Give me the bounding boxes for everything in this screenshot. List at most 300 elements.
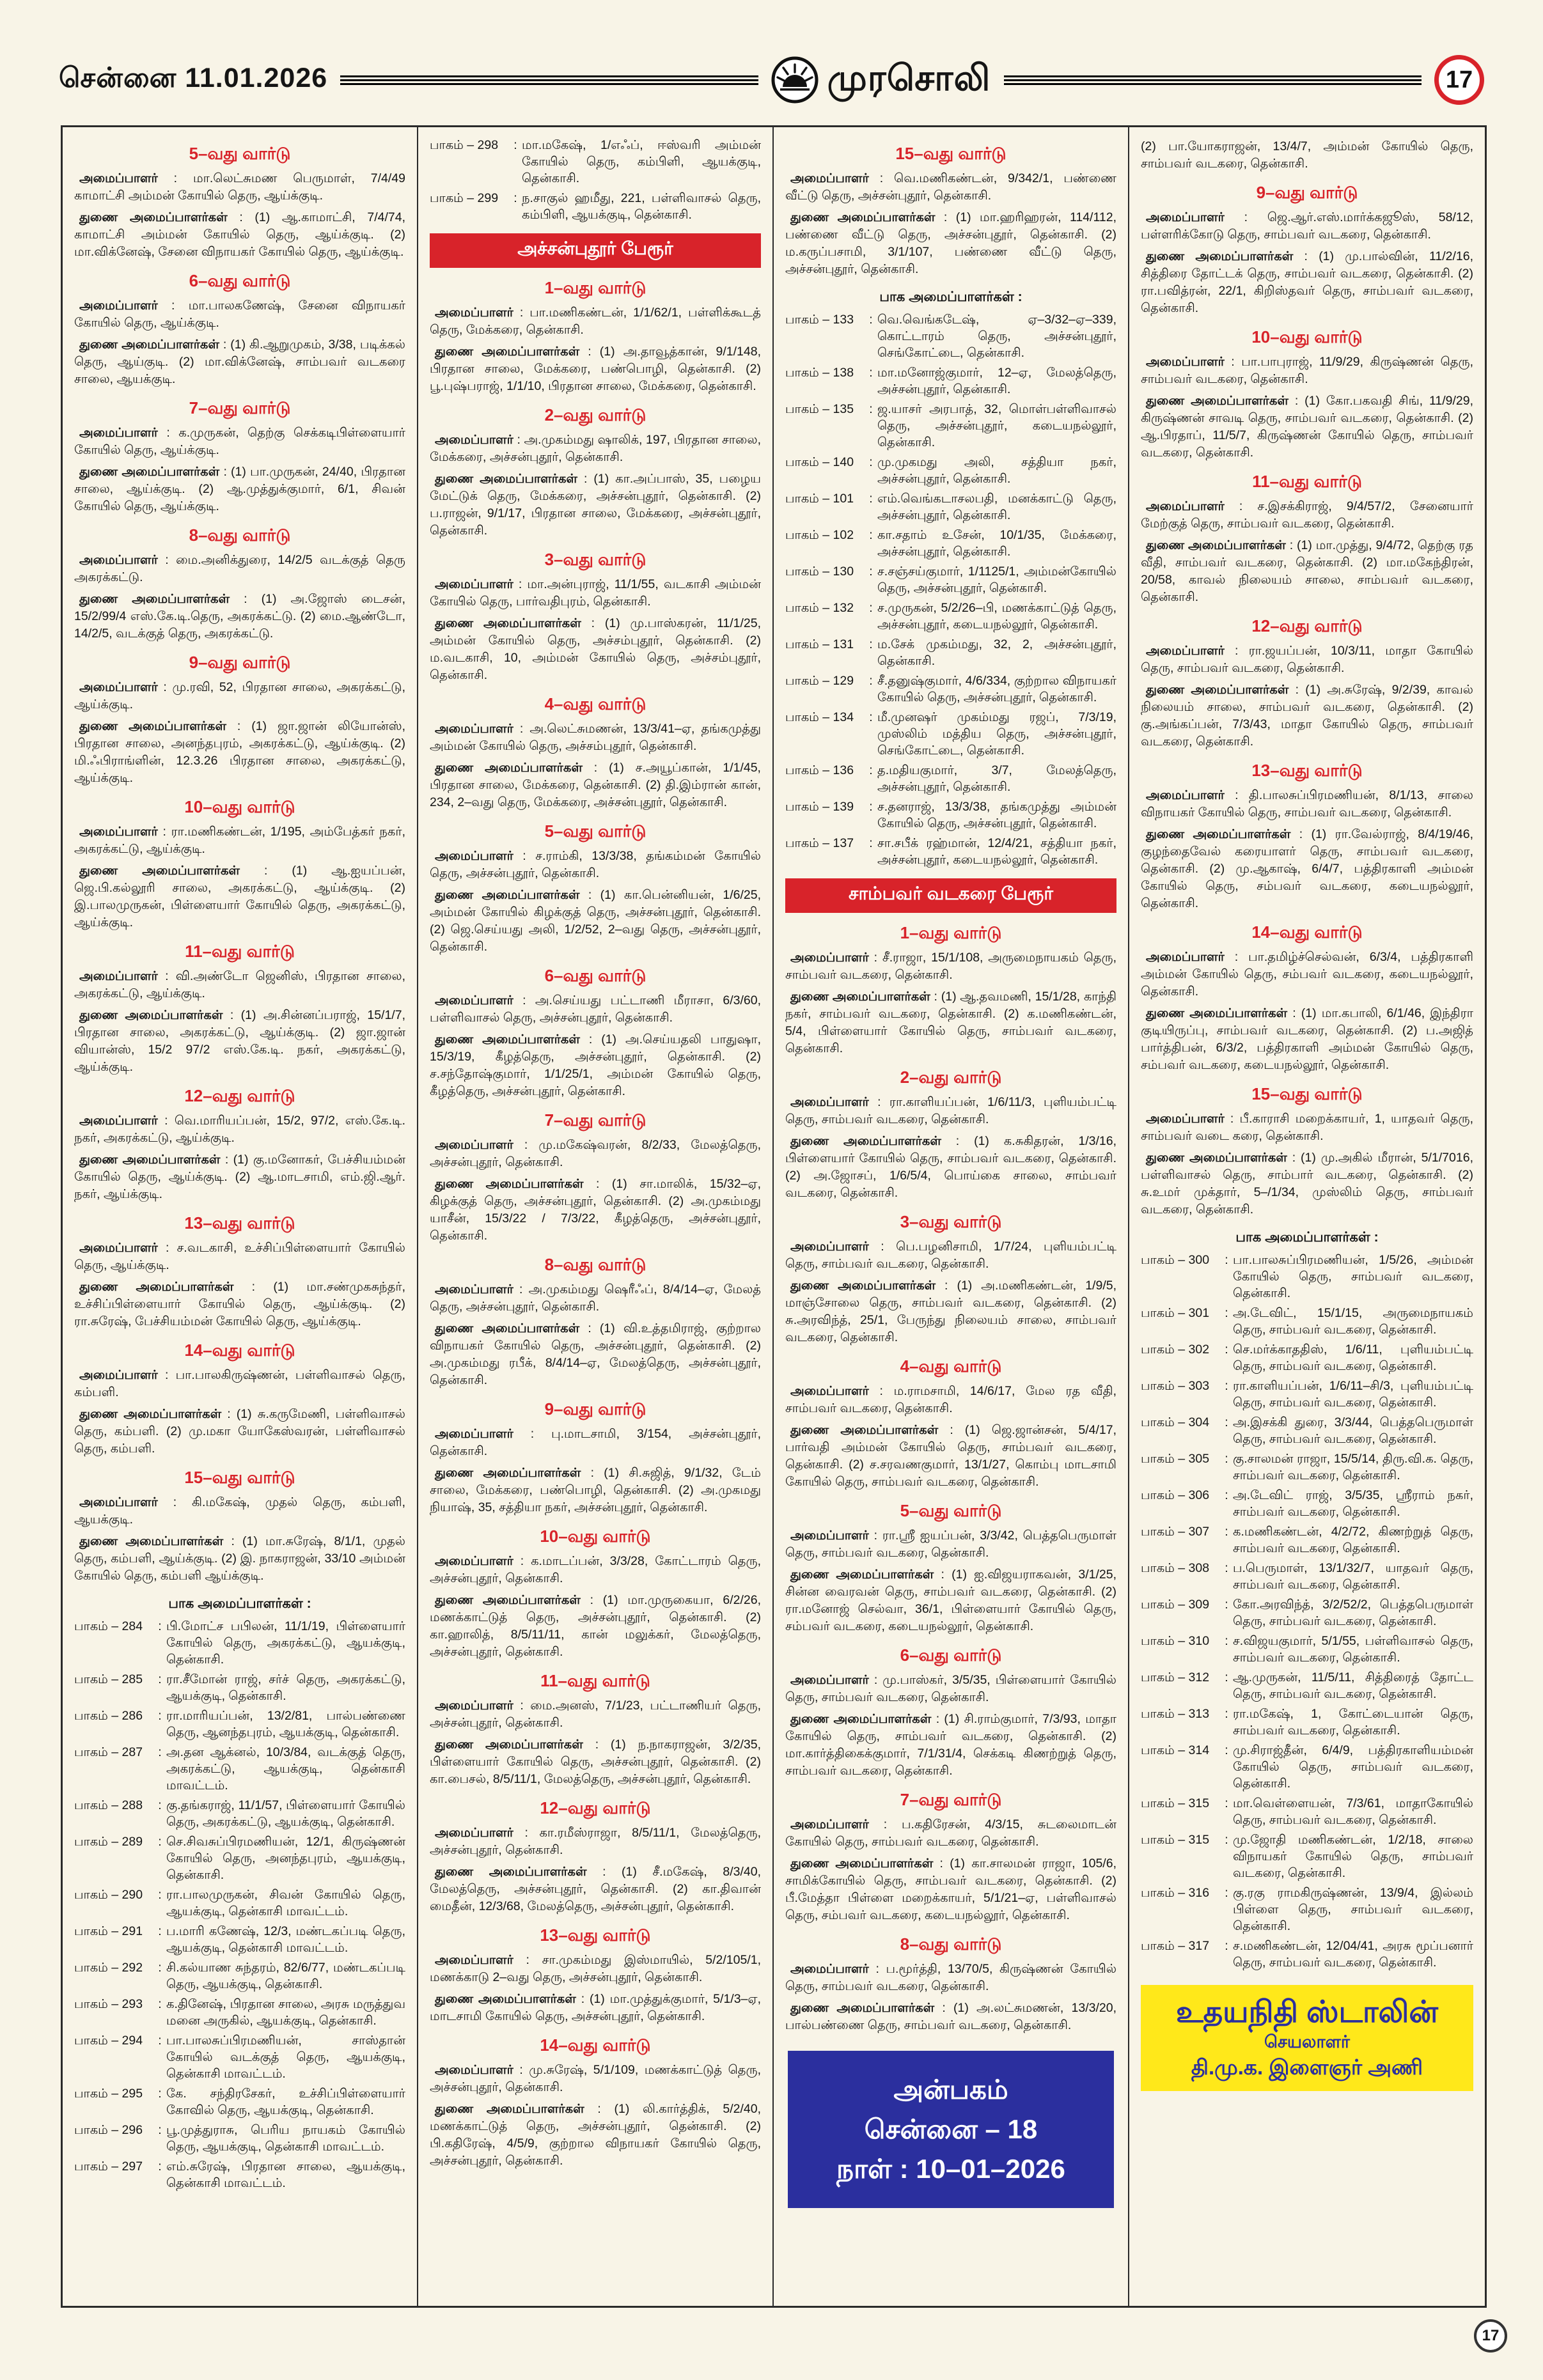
ward-block <box>785 1645 1116 1780</box>
office-bearer-text: அமைப்பாளர் : மு.சுரேஷ், 5/1/109, மணக்காட்டுத் தெரு, அச்சன்புதூர், தென்காசி. <box>430 2063 761 2094</box>
office-bearer-text: அமைப்பாளர் : ரா.மணிகண்டன், 1/195, அம்பேத்கர் நகர், அகரக்கட்டு, ஆய்க்குடி. <box>74 825 405 856</box>
ward-block <box>74 1468 405 1585</box>
role-label: துணை அமைப்பாளர்கள் <box>1146 1151 1287 1165</box>
ward-block <box>430 2035 761 2170</box>
baga-colon: : <box>869 836 873 850</box>
office-bearer-text: அமைப்பாளர் : வெ.மணிகண்டன், 9/342/1, பண்ணை வீட்டு தெரு, அச்சன்புதூர், தென்காசி. <box>785 171 1116 203</box>
column-4 <box>1129 127 1485 2306</box>
office-bearer-text: துணை அமைப்பாளர்கள் : (1) மா.முருகையா, 6/2/26, மணக்காட்டுத் தெரு, அச்சன்புதூர், தென்காசி. (2) கா.ஹாலித், 8/5/11/11, கான் மலுக்கர், மேலத்தெரு, அச்சன்புதூர், தென்காசி. <box>430 1593 761 1659</box>
baga-number: பாகம் – 298 <box>430 138 499 152</box>
ward-block <box>1141 327 1473 462</box>
role-label: அமைப்பாளர் <box>435 577 513 591</box>
role-label: துணை அமைப்பாளர்கள் <box>435 1992 576 2006</box>
baga-number: பாகம் – 310 <box>1141 1634 1210 1648</box>
role-label: அமைப்பாளர் <box>435 1554 513 1568</box>
role-label: துணை அமைப்பாளர்கள் <box>435 1593 581 1607</box>
baga-colon: : <box>513 191 517 205</box>
baga-row <box>785 563 1116 596</box>
ward-listings-area <box>61 125 1487 2308</box>
baga-text: மு.முகமது அலி, சத்தியா நகர், அச்சன்புதூர், தென்காசி. <box>877 455 1116 486</box>
baga-row <box>785 490 1116 524</box>
office-bearer-text: அமைப்பாளர் : ச.வடகாசி, உச்சிப்பிள்ளையார் கோயில் தெரு, ஆய்க்குடி. <box>74 1241 405 1272</box>
office-bearer-text: துணை அமைப்பாளர்கள் : (1) சு.கருமேணி, பள்ளிவாசல் தெரு, கம்பளி. (2) மு.மகா யோகேஸ்வரன், பள்ளிவாசல் தெரு, கம்பளி. <box>74 1407 405 1456</box>
baga-row <box>785 311 1116 361</box>
office-bearer-text: அமைப்பாளர் : மு.ரவி, 52, பிரதான சாலை, அகரக்கட்டு, ஆய்க்குடி. <box>74 680 405 712</box>
office-bearer-text: துணை அமைப்பாளர்கள் : (1) சா.மாலிக், 15/32–ஏ, கிழக்குத் தெரு, அச்சன்புதூர், தென்காசி. (2) அ.முகம்மது யாசீன், 15/3/22 / 7/3/22, கீழத்தெரு, அச்சன்புதூர், தென்காசி. <box>430 1177 761 1243</box>
role-label: அமைப்பாளர் <box>1146 210 1225 224</box>
office-bearer-text: துணை அமைப்பாளர்கள் : (1) மா.முத்துக்குமார், 5/1/3–ஏ, மாடசாமி கோயில் தெரு, அச்சன்புதூர், தென்காசி. <box>430 1992 761 2023</box>
baga-number: பாகம் – 137 <box>785 836 854 850</box>
role-label: அமைப்பாளர் <box>79 1495 158 1509</box>
town-section-heading: அச்சன்புதூர் பேரூர் <box>430 233 761 268</box>
baga-number: பாகம் – 306 <box>1141 1488 1210 1502</box>
role-label: துணை அமைப்பாளர்கள் <box>79 592 230 606</box>
role-label: துணை அமைப்பாளர்கள் <box>790 1567 934 1582</box>
ward-heading: 13–வது வார்டு <box>540 1925 651 1945</box>
baga-text: ரா.மாரியப்பன், 13/2/81, பால்பண்ணை தெரு, ஆனந்தபுரம், ஆயக்குடி, தென்காசி. <box>166 1709 405 1739</box>
office-bearer-text: துணை அமைப்பாளர்கள் : (1) அ.மணிகண்டன், 1/9/5, மாஞ்சோலை தெரு, சாம்பவர் வடகரை, தென்காசி. (2) சு.அரவிந்த், 25/1, பேருந்து நிலையம் சாலை, சாம்பவர் வடகரை, தென்காசி. <box>785 1279 1116 1344</box>
office-bearer-text: துணை அமைப்பாளர்கள் : (1) சீ.மகேஷ், 8/3/40, மேலத்தெரு, அச்சன்புதூர், தென்காசி. (2) கா.திவான் மைதீன், 12/3/68, மேலத்தெரு, அச்சன்புதூர், தென்காசி. <box>430 1865 761 1913</box>
baga-colon: : <box>1225 1743 1228 1757</box>
role-label: அமைப்பாளர் <box>1146 644 1225 658</box>
ward-block <box>430 1110 761 1245</box>
office-bearer-text: துணை அமைப்பாளர்கள் : (1) மா.கபாலி, 6/1/46, இந்திரா குடியிருப்பு, சாம்பவர் வடகரை, தென்காசி. (2) ப.அஜித் பார்த்திபன், 6/3/2, பத்திரகாளி அம்மன் கோயில் தெரு, சம்பவர் வடகரை, கடையநல்லூர், தென்காசி. <box>1141 1006 1473 1072</box>
ward-heading: 2–வது வார்டு <box>544 405 646 424</box>
baga-colon: : <box>869 492 873 506</box>
office-bearer-text: துணை அமைப்பாளர்கள் : (1) சி.சுஜித், 9/1/32, டேம் சாலை, மேக்கரை, பண்பொழி, தென்காசி. (2) அ.முகமது நியாஷ், 35, சத்தியா நகர், அச்சன்புதூர், தென்காசி. <box>430 1466 761 1514</box>
baga-number: பாகம் – 304 <box>1141 1415 1210 1429</box>
baga-text: கு.சாலமன் ராஜா, 15/5/14, திரு.வி.க. தெரு, சாம்பவர் வடகரை, தென்காசி. <box>1233 1452 1473 1482</box>
office-bearer-text: துணை அமைப்பாளர்கள் : (1) அ.சுரேஷ், 9/2/39, காவல் நிலையம் சாலை, சாம்பவர் வடகரை, தென்காசி. (2) கு.அங்கப்பன், 7/3/43, மாதா கோயில் தெரு, சாம்பவர் வடகரை, தென்காசி. <box>1141 683 1473 749</box>
office-bearer-text: அமைப்பாளர் : மா.அன்புராஜ், 11/1/55, வடகாசி அம்மன் கோயில் தெரு, பார்வதிபுரம், தென்காசி. <box>430 577 761 609</box>
baga-text: ச.விஜயகுமார், 5/1/55, பள்ளிவாசல் தெரு, சாம்பவர் வடகரை, தென்காசி. <box>1233 1634 1473 1665</box>
role-label: அமைப்பாளர் <box>79 299 158 313</box>
baga-number: பாகம் – 317 <box>1141 1939 1210 1953</box>
baga-colon: : <box>1225 1670 1228 1684</box>
role-label: அமைப்பாளர் <box>435 993 513 1007</box>
baga-text: ந.சாகுல் ஹமீது, 221, பள்ளிவாசல் தெரு, கம்பிளி, ஆயக்குடி, தென்காசி. <box>522 191 761 222</box>
baga-text: செ.சிவசுப்பிரமணியன், 12/1, கிருஷ்ணன் கோயில் தெரு, அனந்தபுரம், ஆயக்குடி, தென்காசி. <box>166 1835 405 1882</box>
office-bearer-text: அமைப்பாளர் : ப.மூர்த்தி, 13/70/5, கிருஷ்ணன் கோயில் தெரு, சாம்பவர் வடகரை, தென்காசி. <box>785 1962 1116 1993</box>
role-label: துணை அமைப்பாளர்கள் <box>435 1865 587 1879</box>
role-label: அமைப்பாளர் <box>790 1673 869 1687</box>
baga-row <box>785 454 1116 487</box>
baga-colon: : <box>869 402 873 416</box>
role-label: அமைப்பாளர் <box>790 1384 869 1398</box>
ward-heading: 9–வது வார்டு <box>544 1399 646 1419</box>
baga-number: பாகம் – 136 <box>785 763 854 777</box>
office-bearer-text: அமைப்பாளர் : சீ.ராஜா, 15/1/108, அருமைநாயகம் தெரு, சாம்பவர் வடகரை, தென்காசி. <box>785 951 1116 982</box>
baga-number: பாகம் – 291 <box>74 1924 143 1938</box>
role-label: அமைப்பாளர் <box>435 722 513 736</box>
address-box <box>788 2051 1114 2208</box>
office-bearer-text: துணை அமைப்பாளர்கள் : (1) அ.தாவூத்கான், 9/1/148, பிரதான சாலை, மேக்கரை, பண்பொழி, தென்காசி. (2) பூ.புஷ்பராஜ், 1/1/10, பிரதான சாலை, மேக்கரை, தென்காசி. <box>430 345 761 393</box>
office-bearer-text: அமைப்பாளர் : பு.மாடசாமி, 3/154, அச்சன்புதூர், தென்காசி. <box>430 1427 761 1458</box>
baga-number: பாகம் – 135 <box>785 402 854 416</box>
role-label: துணை அமைப்பாளர்கள் <box>79 1153 221 1167</box>
ward-block <box>1141 183 1473 317</box>
ward-heading: 1–வது வார்டு <box>544 278 646 297</box>
office-bearer-text: துணை அமைப்பாளர்கள் : (1) மா.முத்து, 9/4/72, தெற்கு ரத வீதி, சாம்பவர் வடகரை, தென்காசி. (2) மா.மகேந்திரன், 20/58, காவல் நிலையம் சாலை, சாம்பவர் வடகரை, தென்காசி. <box>1141 538 1473 604</box>
baga-number: பாகம் – 295 <box>74 2087 143 2101</box>
office-bearer-text: துணை அமைப்பாளர்கள் : (1) மா.ஹரிஹரன், 114/112, பண்ணை வீட்டு தெரு, அச்சன்புதூர், தென்காசி. (2) ம.கருப்பசாமி, 3/1/107, பண்ணை வீட்டு தெரு, அச்சன்புதூர், தென்காசி. <box>785 210 1116 276</box>
ward-heading: 13–வது வார்டு <box>1251 761 1363 780</box>
baga-colon: : <box>158 2159 162 2174</box>
office-bearer-text: துணை அமைப்பாளர்கள் : (1) ந.நாகராஜன், 3/2/35, பிள்ளையார் கோயில் தெரு, அச்சன்புதூர், தென்காசி. (2) கா.பைசல், 8/5/11/1, மேலத்தெரு, அச்சன்புதூர், தென்காசி. <box>430 1738 761 1786</box>
baga-row <box>74 1618 405 1668</box>
role-label: துணை அமைப்பாளர்கள் <box>790 210 936 224</box>
office-bearer-text: துணை அமைப்பாளர்கள் : (1) ஆ.தவமணி, 15/1/28, காந்தி நகர், சாம்பவர் வடகரை, தென்காசி. (2) க.மணிகண்டன், 5/4, பிள்ளையார் கோயில் தெரு, சாம்பவர் வடகரை, தென்காசி. <box>785 990 1116 1055</box>
ward-heading: 10–வது வார்டு <box>540 1527 651 1546</box>
ward-heading: 5–வது வார்டு <box>900 1501 1002 1520</box>
ward-heading: 5–வது வார்டு <box>544 821 646 841</box>
office-bearer-text: அமைப்பாளர் : தி.பாலசுப்பிரமணியன், 8/1/13, சாலை விநாயகர் கோயில் தெரு, சாம்பவர் வடகரை, தென்காசி. <box>1141 788 1473 820</box>
baga-list-heading: பாக அமைப்பாளர்கள் : <box>1235 1230 1379 1245</box>
office-bearer-text: அமைப்பாளர் : பீ.காராசி மறைக்காயர், 1, யாதவர் தெரு, சாம்பவர் வடை கரை, தென்காசி. <box>1141 1112 1473 1143</box>
role-label: துணை அமைப்பாளர்கள் <box>790 1279 936 1293</box>
ward-block <box>430 1671 761 1788</box>
office-bearer-text: அமைப்பாளர் : ஜெ.ஆர்.எஸ்.மார்க்கஜூஸ், 58/12, பள்ளரிக்கோடு தெரு, சாம்பவர் வடகரை, தென்காசி. <box>1141 210 1473 242</box>
role-label: அமைப்பாளர் <box>79 553 158 567</box>
office-bearer-text: துணை அமைப்பாளர்கள் : (1) கா.பென்னியன், 1/6/25, அம்மன் கோயில் கிழக்குத் தெரு, அச்சன்புதூர், தென்காசி. (2) ஜெ.செய்யது அலி, 1/2/52, 2–வது தெரு, அச்சன்புதூர், தென்காசி. <box>430 888 761 954</box>
office-bearer-text: அமைப்பாளர் : வி.அண்டோ ஜெனிஸ், பிரதான சாலை, அகரக்கட்டு, ஆய்க்குடி. <box>74 969 405 1000</box>
ward-heading: 11–வது வார்டு <box>185 942 295 961</box>
office-bearer-text: அமைப்பாளர் : அ.செய்யது பட்டாணி மீராசா, 6/3/60, பள்ளிவாசல் தெரு, அச்சன்புதூர், தென்காசி. <box>430 993 761 1025</box>
baga-number: பாகம் – 315 <box>1141 1833 1210 1847</box>
ward-heading: 5–வது வார்டு <box>189 144 291 163</box>
office-bearer-text: துணை அமைப்பாளர்கள் : (1) ஆ.காமாட்சி, 7/4/74, காமாட்சி அம்மன் கோயில் தெரு, ஆய்க்குடி. (2) மா.விக்னேஷ், சேனை விநாயகர் கோயில் தெரு, ஆய்க்குடி. <box>74 210 405 259</box>
baga-number: பாகம் – 102 <box>785 528 854 542</box>
role-label: துணை அமைப்பாளர்கள் <box>79 1008 223 1022</box>
baga-colon: : <box>513 138 517 152</box>
office-bearer-text: துணை அமைப்பாளர்கள் : (1) ஆ.ஐயப்பன், ஜெ.பி.கல்லூரி சாலை, அகரக்கட்டு, ஆய்க்குடி. (2) இ.பாலமுருகன், பிள்ளையார் கோயில் தெரு, அகரக்கட்டு, ஆய்க்குடி. <box>74 864 405 929</box>
baga-row <box>1141 1378 1473 1411</box>
ward-heading: 7–வது வார்டு <box>189 398 291 417</box>
baga-text: மு.சிராஜ்தீன், 6/4/9, பத்திரகாளியம்மன் கோயில் தெரு, சாம்பவர் வடகரை, தென்காசி. <box>1233 1743 1473 1791</box>
baga-number: பாகம் – 286 <box>74 1709 143 1723</box>
ward-heading: 10–வது வார்டு <box>184 797 295 816</box>
office-bearer-text: துணை அமைப்பாளர்கள் : (1) அ.சின்னப்பராஜ், 15/1/7, பிரதான சாலை, அகரக்கட்டு, ஆய்க்குடி. (2) ஜா.ஜான் வியான்ஸ், 15/2 97/2 எஸ்.கே.டி. நகர், அகரக்கட்டு, ஆய்க்குடி. <box>74 1008 405 1074</box>
baga-number: பாகம் – 284 <box>74 1619 143 1633</box>
baga-number: பாகம் – 308 <box>1141 1561 1210 1575</box>
signatory-line-3: தி.மு.க. இளைஞர் அணி <box>1191 2055 1423 2079</box>
baga-text: மா.வெள்ளையன், 7/3/61, மாதாகோயில் தெரு, சாம்பவர் வடகரை, தென்காசி. <box>1233 1796 1473 1827</box>
baga-row <box>74 2158 405 2191</box>
baga-row <box>1141 1885 1473 1934</box>
baga-colon: : <box>158 1672 162 1686</box>
role-label: அமைப்பாளர் <box>790 1095 869 1109</box>
office-bearer-text: அமைப்பாளர் : ப.கதிரேசன், 4/3/15, சுடலைமாடன் கோயில் தெரு, சாம்பவர் வடகரை, தென்காசி. <box>785 1817 1116 1849</box>
masthead-date: சென்னை 11.01.2026 <box>59 63 328 93</box>
baga-colon: : <box>158 1997 162 2011</box>
baga-row <box>74 1744 405 1794</box>
baga-number: பாகம் – 287 <box>74 1745 143 1759</box>
office-bearer-text: அமைப்பாளர் : ரா.ஸ்ரீ ஐயப்பன், 3/3/42, பெத்தபெருமாள் தெரு, சாம்பவர் வடகரை, தென்காசி. <box>785 1528 1116 1560</box>
baga-number: பாகம் – 129 <box>785 674 854 688</box>
baga-text: ம.சேக் முகம்மது, 32, 2, அச்சன்புதூர், தென்காசி. <box>877 637 1116 668</box>
role-label: அமைப்பாளர் <box>435 433 513 447</box>
ward-heading: 7–வது வார்டு <box>544 1110 646 1130</box>
baga-number: பாகம் – 130 <box>785 564 854 579</box>
baga-number: பாகம் – 314 <box>1141 1743 1210 1757</box>
office-bearer-text: துணை அமைப்பாளர்கள் : (1) கி.ஆறுமுகம், 3/38, படிக்கல் தெரு, ஆய்குடி. (2) மா.விக்னேஷ், சாம்பவர் வடகரை சாலை, ஆயக்குடி. <box>74 338 405 386</box>
ward-block <box>74 942 405 1076</box>
column-2 <box>418 127 774 2306</box>
role-label: துணை அமைப்பாளர்கள் <box>79 1407 222 1421</box>
address-line-2: சென்னை – 18 <box>864 2114 1038 2144</box>
office-bearer-text: அமைப்பாளர் : பா.பாபுராஜ், 11/9/29, கிருஷ்ணன் தெரு, சாம்பவர் வடகரை, தென்காசி. <box>1141 355 1473 386</box>
baga-number: பாகம் – 101 <box>785 492 854 506</box>
role-label: துணை அமைப்பாளர்கள் <box>790 1134 941 1148</box>
baga-number: பாகம் – 131 <box>785 637 854 651</box>
address-line-3: நாள் : 10–01–2026 <box>836 2154 1065 2184</box>
office-bearer-text: துணை அமைப்பாளர்கள் : (1) கா.அப்பாஸ், 35, பழைய மேட்டுக் தெரு, மேக்கரை, அச்சன்புதூர், தென்காசி. (2) ப.ராஜன், 9/1/17, பிரதான சாலை, மேக்கரை, அச்சன்புதூர், தென்காசி. <box>430 472 761 538</box>
role-label: துணை அமைப்பாளர்கள் <box>1146 1006 1288 1020</box>
baga-text: அ.டேவிட் ராஜ், 3/5/35, ஸ்ரீராம் நகர், சாம்பவர் வடகரை, தென்காசி. <box>1233 1488 1473 1519</box>
ward-heading: 12–வது வார்டு <box>1251 616 1363 635</box>
baga-colon: : <box>1225 1939 1228 1953</box>
baga-row <box>430 190 761 223</box>
ward-block <box>1141 922 1473 1074</box>
office-bearer-text: துணை அமைப்பாளர்கள் : (1) ரா.வேல்ராஜ், 8/4/19/46, குழந்தைவேல் கரையாளர் தெரு, சாம்பவர் வடகரை, தென்காசி. (2) மு.ஆகாஷ், 6/4/7, பத்திரகாளி அம்மன் கோயில் தெரு, சம்பவர் வடகரை, கடையநல்லூர், தென்காசி. <box>1141 827 1473 910</box>
ward-block <box>74 797 405 931</box>
role-label: துணை அமைப்பாளர்கள் <box>1146 538 1286 552</box>
masthead <box>59 52 1484 107</box>
ward-block <box>785 1934 1116 2034</box>
office-bearer-text: அமைப்பாளர் : மை.அனஸ், 7/1/23, பட்டாணியர் தெரு, அச்சன்புதூர், தென்காசி. <box>430 1699 761 1730</box>
baga-text: பா.பாலசுப்பிரமணியன், 1/5/26, அம்மன் கோயில் தெரு, சாம்பவர் வடகரை, தென்காசி. <box>1233 1253 1473 1300</box>
baga-text: சீ.தனுஷ்குமார், 4/6/334, குற்றால விநாயகர் கோயில் தெரு, அச்சன்புதூர், தென்காசி. <box>877 674 1116 704</box>
role-label: அமைப்பாளர் <box>79 171 158 185</box>
ward-block <box>74 271 405 388</box>
ward-block <box>74 653 405 787</box>
role-label: அமைப்பாளர் <box>790 1962 869 1976</box>
office-bearer-text: அமைப்பாளர் : மை.அனிக்துரை, 14/2/5 வடக்குத் தெரு அகரக்கட்டு. <box>74 553 405 584</box>
baga-colon: : <box>869 710 873 724</box>
baga-row <box>1141 1596 1473 1629</box>
baga-text: மீ.முனஷர் முகம்மது ரஜப், 7/3/19, முஸ்லிம் மத்திய தெரு, அச்சன்புதூர், செங்கோட்டை, தென்காசி. <box>877 710 1116 758</box>
baga-number: பாகம் – 307 <box>1141 1525 1210 1539</box>
ward-block <box>785 923 1116 1057</box>
baga-colon: : <box>869 313 873 327</box>
baga-row <box>74 2032 405 2082</box>
office-bearer-text: துணை அமைப்பாளர்கள் : (1) ஜெ.ஜான்சன், 5/4/17, பார்வதி அம்மன் கோயில் தெரு, சாம்பவர் வடகரை, தென்காசி. (2) ச.சரவணகுமார், 13/1/27, கொம்பு மாடசாமி கோயில் தெரு, சாம்பவர் வடகரை, தென்காசி. <box>785 1423 1116 1489</box>
baga-row <box>1141 1669 1473 1702</box>
ward-block <box>785 1068 1116 1202</box>
office-bearer-text: துணை அமைப்பாளர்கள் : (1) மா.சண்முகசுந்தர், உச்சிப்பிள்ளையார் கோயில் தெரு, ஆய்க்குடி. (2) ரா.சுரேஷ், பேச்சியம்மன் கோயில் தெரு, ஆய்க்குடி. <box>74 1280 405 1328</box>
baga-text: மா.மகேஷ், 1/எஃப், ஈஸ்வரி அம்மன் கோயில் தெரு, கம்பிளி, ஆயக்குடி, தென்காசி. <box>522 138 761 185</box>
baga-text: ப.மாரி கணேஷ், 12/3, மண்டகப்படி தெரு, ஆயக்குடி, தென்காசி மாவட்டம். <box>166 1924 405 1955</box>
role-label: அமைப்பாளர் <box>435 1826 513 1840</box>
baga-number: பாகம் – 134 <box>785 710 854 724</box>
role-label: துணை அமைப்பாளர்கள் <box>435 761 583 775</box>
baga-text: எம்.வெங்கடாசலபதி, மனக்காட்டு தெரு, அச்சன்புதூர், தென்காசி. <box>877 492 1116 522</box>
baga-text: செ.மர்க்காததிஸ், 1/6/11, புளியம்பட்டி தெரு, சாம்பவர் வடகரை, தென்காசி. <box>1233 1342 1473 1373</box>
baga-text: கு.ரகு ராமகிருஷ்ணன், 13/9/4, இல்லம் பிள்ளை தெரு, சாம்பவர் வடகரை, தென்காசி. <box>1233 1886 1473 1933</box>
office-bearer-text: துணை அமைப்பாளர்கள் : (1) ஜா.ஜான் லியோன்ஸ், பிரதான சாலை, அனந்தபுரம், அகரக்கட்டு, ஆய்க்குடி. (2) மி.ஃபிராங்ளின், 12.3.26 பிரதான சாலை, அகரக்கட்டு, ஆய்க்குடி. <box>74 719 405 785</box>
role-label: அமைப்பாளர் <box>435 1699 513 1713</box>
ward-block <box>430 821 761 956</box>
baga-colon: : <box>158 2034 162 2048</box>
ward-heading: 6–வது வார்டு <box>189 271 291 290</box>
baga-colon: : <box>1225 1253 1228 1267</box>
role-label: துணை அமைப்பாளர்கள் <box>79 1280 234 1294</box>
role-label: துணை அமைப்பாளர்கள் <box>435 1032 580 1046</box>
role-label: அமைப்பாளர் <box>790 951 869 965</box>
baga-text: அ.தன ஆக்னல், 10/3/84, வடக்குத் தெரு, அகரக்கட்டு, ஆயக்குடி, தென்காசி மாவட்டம். <box>166 1745 405 1793</box>
baga-text: ஆ.முருகன், 11/5/11, சித்திரைத் தோட்ட தெரு, சாம்பவர் வடகரை, தென்காசி. <box>1233 1670 1473 1701</box>
ward-heading: 15–வது வார்டு <box>895 144 1006 163</box>
role-label: துணை அமைப்பாளர்கள் <box>79 210 228 224</box>
baga-text: கு.தங்கராஜ், 11/1/57, பிள்ளையார் கோயில் தெரு, அகரக்கட்டு, ஆயக்குடி, தென்காசி. <box>166 1798 405 1829</box>
baga-colon: : <box>158 1709 162 1723</box>
baga-list-heading: பாக அமைப்பாளர்கள் : <box>879 290 1022 304</box>
office-bearer-text: துணை அமைப்பாளர்கள் : (1) ச.அயூப்கான், 1/1/45, பிரதான சாலை, மேக்கரை, தென்காசி. (2) தி.இம்ரான் கான், 234, 2–வது தெரு, மேக்கரை, அச்சன்புதூர், தென்காசி. <box>430 761 761 809</box>
ward-block <box>430 1255 761 1389</box>
role-label: துணை அமைப்பாளர்கள் <box>790 1856 934 1871</box>
baga-row <box>74 1886 405 1920</box>
ward-block <box>1141 1084 1473 1218</box>
baga-row <box>1141 1706 1473 1739</box>
role-label: அமைப்பாளர் <box>435 1953 513 1967</box>
baga-colon: : <box>869 674 873 688</box>
role-label: துணை அமைப்பாளர்கள் <box>79 864 240 878</box>
baga-colon: : <box>869 366 873 380</box>
role-label: அமைப்பாளர் <box>435 306 513 320</box>
office-bearer-text: துணை அமைப்பாளர்கள் : (1) மு.பால்வின், 11/2/16, சித்திரை தோட்டக் தெரு, சாம்பவர் வடகரை, தென்காசி. (2) ரா.பவித்ரன், 22/1, கிறிஸ்தவர் தெரு, சாம்பவர் வடகரை, தென்காசி. <box>1141 249 1473 315</box>
murasoli-rising-sun-icon <box>771 56 818 104</box>
signatory-box <box>1141 1985 1473 2091</box>
ward-heading: 3–வது வார்டு <box>544 550 646 569</box>
office-bearer-text: அமைப்பாளர் : அ.முகம்மது ஷெரீஃப், 8/4/14–ஏ, மேலத் தெரு, அச்சன்புதூர், தென்காசி. <box>430 1282 761 1314</box>
baga-number: பாகம் – 132 <box>785 601 854 615</box>
office-bearer-text: அமைப்பாளர் : அ.முகம்மது ஷாலிக், 197, பிரதான சாலை, மேக்கரை, அச்சன்புதூர், தென்காசி. <box>430 433 761 464</box>
ward-heading: 4–வது வார்டு <box>900 1357 1002 1376</box>
role-label: அமைப்பாளர் <box>79 1368 158 1382</box>
office-bearer-text: அமைப்பாளர் : மு.மகேஷ்வரன், 8/2/33, மேலத்தெரு, அச்சன்புதூர், தென்காசி. <box>430 1138 761 1169</box>
office-bearer-text: துணை அமைப்பாளர்கள் : (1) அ.செய்யதலி பாதுஷா, 15/3/19, கீழத்தெரு, அச்சன்புதூர், தென்காசி. (2) ச.சந்தோஷ்குமார், 1/1/25/1, அம்மன் கோயில் தெரு, கீழத்தெரு, அச்சன்புதூர், தென்காசி. <box>430 1032 761 1098</box>
baga-text: சி.கல்யாண சுந்தரம், 82/6/77, மண்டகப்படி தெரு, ஆயக்குடி, தென்காசி. <box>166 1961 405 1991</box>
role-label: துணை அமைப்பாளர்கள் <box>79 1534 224 1548</box>
role-label: துணை அமைப்பாளர்கள் <box>790 2001 935 2015</box>
baga-number: பாகம் – 288 <box>74 1798 143 1812</box>
ward-block <box>430 550 761 684</box>
baga-text: க.தினேஷ், பிரதான சாலை, அரசு மருத்துவ மனை அருகில், ஆயக்குடி, தென்காசி. <box>166 1997 405 2028</box>
baga-colon: : <box>1225 1634 1228 1648</box>
baga-text: ப.பெருமாள், 13/1/32/7, யாதவர் தெரு, சாம்பவர் வடகரை, தென்காசி. <box>1233 1561 1473 1592</box>
baga-colon: : <box>1225 1525 1228 1539</box>
ward-block <box>430 966 761 1100</box>
role-label: துணை அமைப்பாளர்கள் <box>790 1712 932 1726</box>
town-section-heading: சாம்பவர் வடகரை பேரூர் <box>785 878 1116 913</box>
role-label: துணை அமைப்பாளர்கள் <box>435 345 580 359</box>
baga-colon: : <box>1225 1561 1228 1575</box>
baga-text: ரா.சீமோன் ராஜ், சர்ச் தெரு, அகரக்கட்டு, ஆயக்குடி, தென்காசி. <box>166 1672 405 1703</box>
baga-colon: : <box>1225 1452 1228 1466</box>
paper-logo-group <box>771 56 991 104</box>
baga-row <box>1141 1938 1473 1971</box>
baga-number: பாகம் – 290 <box>74 1888 143 1902</box>
baga-colon: : <box>158 1745 162 1759</box>
ward-block <box>430 1399 761 1516</box>
page-number-badge: 17 <box>1434 55 1484 105</box>
ward-heading: 11–வது வார்டு <box>1252 472 1362 491</box>
baga-text: க.மணிகண்டன், 4/2/72, கிணற்றுத் தெரு, சாம்பவர் வடகரை, தென்காசி. <box>1233 1525 1473 1555</box>
baga-text: ரா.மகேஷ், 1, கோட்டையான் தெரு, சாம்பவர் வடகரை, தென்காசி. <box>1233 1707 1473 1738</box>
baga-colon: : <box>1225 1488 1228 1502</box>
role-label: அமைப்பாளர் <box>1146 499 1225 513</box>
baga-row <box>785 600 1116 633</box>
office-bearer-text: அமைப்பாளர் : க.மாடப்பன், 3/3/28, கோட்டாரம் தெரு, அச்சன்புதூர், தென்காசி. <box>430 1554 761 1585</box>
ward-heading: 14–வது வார்டு <box>540 2035 651 2055</box>
baga-row <box>74 1996 405 2029</box>
baga-row <box>1141 1633 1473 1666</box>
ward-block <box>1141 761 1473 912</box>
ward-heading: 12–வது வார்டு <box>184 1086 295 1105</box>
role-label: துணை அமைப்பாளர்கள் <box>79 719 226 733</box>
office-bearer-text: அமைப்பாளர் : மா.பாலகணேஷ், சேனை விநாயகர் கோயில் தெரு, ஆய்க்குடி. <box>74 299 405 330</box>
office-bearer-text: அமைப்பாளர் : மா.லெட்சுமண பெருமாள், 7/4/49 காமாட்சி அம்மன் கோயில் தெரு, ஆய்க்குடி. <box>74 171 405 203</box>
baga-colon: : <box>158 1888 162 1902</box>
ward-block <box>430 1798 761 1915</box>
baga-row <box>1141 1451 1473 1484</box>
baga-row <box>74 1671 405 1704</box>
office-bearer-text: துணை அமைப்பாளர்கள் : (1) மு.அகில் மீரான், 5/1/7016, பள்ளிவாசல் தெரு, சாம்பார் வடகரை, தென்காசி. (2) சு.உமர் முக்தார், 5–/1/34, முஸ்லிம் தெரு, சாம்பவர் வடகரை, தென்காசி. <box>1141 1151 1473 1217</box>
column-3 <box>774 127 1129 2306</box>
role-label: அமைப்பாளர் <box>435 1138 513 1152</box>
baga-number: பாகம் – 138 <box>785 366 854 380</box>
baga-number: பாகம் – 309 <box>1141 1598 1210 1612</box>
baga-number: பாகம் – 294 <box>74 2034 143 2048</box>
office-bearer-text: அமைப்பாளர் : ச.இசக்கிராஜ், 9/4/57/2, சேனையார் மேற்குத் தெரு, சாம்பவர் வடகரை, தென்காசி. <box>1141 499 1473 531</box>
ward-heading: 8–வது வார்டு <box>189 525 291 545</box>
role-label: அமைப்பாளர் <box>1146 1112 1225 1126</box>
ward-block <box>74 1086 405 1203</box>
baga-text: பூ.முத்துராசு, பெரிய நாயகம் கோயில் தெரு, ஆயக்குடி, தென்காசி மாவட்டம். <box>166 2123 405 2154</box>
baga-number: பாகம் – 285 <box>74 1672 143 1686</box>
baga-row <box>74 1707 405 1741</box>
baga-colon: : <box>1225 1886 1228 1900</box>
ward-block <box>430 278 761 395</box>
baga-number: பாகம் – 133 <box>785 313 854 327</box>
baga-text: கோ.அரவிந்த், 3/2/52/2, பெத்தபெருமாள் தெரு, சாம்பவர் வடகரை, தென்காசி. <box>1233 1598 1473 1628</box>
baga-number: பாகம் – 297 <box>74 2159 143 2174</box>
ward-heading: 4–வது வார்டு <box>544 694 646 713</box>
office-bearer-text: துணை அமைப்பாளர்கள் : (1) கோ.பகவதி சிங், 11/9/29, கிருஷ்ணன் சாவடி தெரு, சாம்பவர் வடகரை, தென்காசி. (2) ஆ.பிரதாப், 11/5/7, கிருஷ்ணன் கோயில் தெரு, சாம்பவர் வடகரை, தென்காசி. <box>1141 394 1473 460</box>
baga-colon: : <box>158 1619 162 1633</box>
office-bearer-text: துணை அமைப்பாளர்கள் : (1) க.சுகிதரன், 1/3/16, பிள்ளையார் கோயில் தெரு, சாம்பவர் வடகரை, தென்காசி. (2) அ.ஜோசப், 1/6/5/4, பொய்கை சாலை, சாம்பவர் வடகரை, தென்காசி. <box>785 1134 1116 1200</box>
baga-text: மு.ஜோதி மணிகண்டன், 1/2/18, சாலை விநாயகர் கோயில் தெரு, சாம்பவர் வடகரை, தென்காசி. <box>1233 1833 1473 1880</box>
role-label: துணை அமைப்பாளர்கள் <box>435 616 581 630</box>
baga-row <box>1141 1487 1473 1520</box>
office-bearer-text: துணை அமைப்பாளர்கள் : (1) அ.லட்சுமணன், 13/3/20, பால்பண்ணை தெரு, சாம்பவர் வடகரை, தென்காசி. <box>785 2001 1116 2032</box>
office-bearer-text: அமைப்பாளர் : மு.பாஸ்கர், 3/5/35, பிள்ளையார் கோயில் தெரு, சாம்பவர் வடகரை, தென்காசி. <box>785 1673 1116 1704</box>
baga-row <box>74 2085 405 2119</box>
baga-text: அ.டேவிட், 15/1/15, அருமைநாயகம் தெரு, சாம்பவர் வடகரை, தென்காசி. <box>1233 1306 1473 1337</box>
role-label: துணை அமைப்பாளர்கள் <box>79 338 219 352</box>
ward-heading: 12–வது வார்டு <box>540 1798 651 1817</box>
role-label: அமைப்பாளர் <box>435 2063 513 2077</box>
baga-row <box>1141 1341 1473 1374</box>
office-bearer-text: அமைப்பாளர் : ம.ராமசாமி, 14/6/17, மேல ரத வீதி, சாம்பவர் வடகரை, தென்காசி. <box>785 1384 1116 1415</box>
baga-number: பாகம் – 305 <box>1141 1452 1210 1466</box>
office-bearer-text: அமைப்பாளர் : ரா.ஜயப்பன், 10/3/11, மாதா கோயில் தெரு, சாம்பவர் வடகரை, தென்காசி. <box>1141 644 1473 675</box>
baga-text: த.மதியகுமார், 3/7, மேலத்தெரு, அச்சன்புதூர், தென்காசி. <box>877 763 1116 794</box>
role-label: துணை அமைப்பாளர்கள் <box>435 1177 584 1191</box>
baga-text: பி.மோட்ச பபிலன், 11/1/19, பிள்ளையார் கோயில் தெரு, அகரக்கட்டு, ஆயக்குடி, தென்காசி. <box>166 1619 405 1667</box>
office-bearer-text: துணை அமைப்பாளர்கள் : (1) ஐ.விஜயராகவன், 3/1/25, சின்ன வைரவன் தெரு, சாம்பவர் வடகரை, தென்காசி. (2) ரா.மனோஜ் செல்வா, 36/1, பிள்ளையார் கோயில் தெரு, சம்பவர் வடகரை, கடையநல்லூர், தென்காசி. <box>785 1567 1116 1633</box>
baga-text: ச.தனராஜ், 13/3/38, தங்கமுத்து அம்மன் கோயில் தெரு, அச்சன்புதூர், தென்காசி. <box>877 800 1116 830</box>
